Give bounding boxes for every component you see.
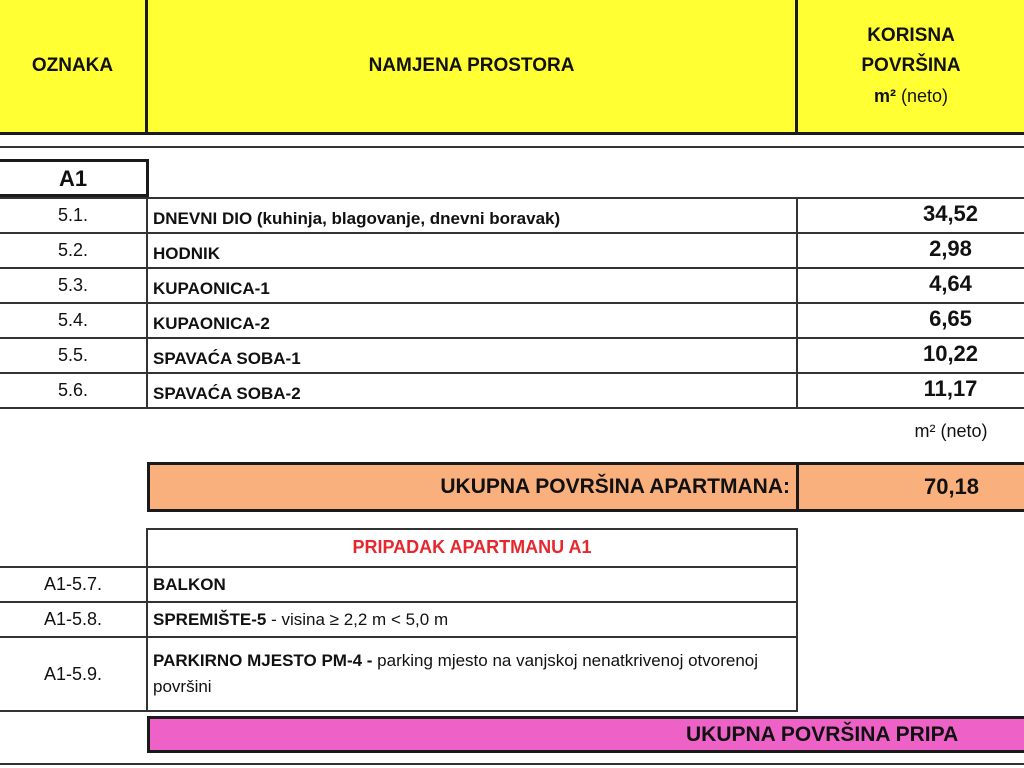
room-name: DNEVNI DIO (kuhinja, blagovanje, dnevni boravak) [153,208,561,228]
header-area-unit-symbol: m² [873,86,896,106]
room-area: 4,64 [929,270,972,296]
room-area: 11,17 [923,375,978,401]
header-area-unit-suffix: (neto) [900,86,949,106]
appurtenance-item [148,568,801,601]
unit-note: m² (neto) [914,420,988,441]
header-area [798,0,1024,132]
room-name: KUPAONICA-2 [153,313,270,333]
appurtenance-name: SPREMIŠTE-5 [153,609,267,629]
room-code: 5.6. [57,380,89,400]
header-purpose: NAMJENA PROSTORA [368,55,575,76]
room-name: SPAVAĆA SOBA-2 [153,383,301,403]
appurtenance-code: A1-5.8. [43,609,103,629]
room-name: KUPAONICA-1 [153,278,270,298]
room-name: SPAVAĆA SOBA-1 [153,348,301,368]
apartment-label: A1 [58,166,88,191]
header-area-line2: POVRŠINA [861,55,961,76]
appurtenance-code: A1-5.9. [43,663,103,684]
room-code: 5.2. [57,240,89,260]
room-area: 6,65 [929,305,972,331]
room-code: 5.1. [57,205,89,225]
appurtenance-name: BALKON [153,574,226,594]
header-code: OZNAKA [31,55,114,76]
apartment-total-value: 70,18 [923,474,980,499]
appurtenance-total-label: UKUPNA POVRŠINA PRIPA [686,722,959,746]
room-area: 10,22 [922,340,979,366]
room-code: 5.5. [57,345,89,365]
appurtenance-desc: parking mjesto na vanjskoj nenatkrivenoj otvorenoj površini [153,651,758,696]
header-area-line1: KORISNA [867,25,955,46]
room-code: 5.3. [57,275,89,295]
appurtenance-code: A1-5.7. [43,574,103,594]
appurtenance-item [148,648,788,708]
room-code: 5.4. [57,310,89,330]
appurtenance-title: PRIPADAK APARTMANU A1 [352,537,592,557]
room-name: HODNIK [153,243,221,263]
apartment-total-label: UKUPNA POVRŠINA APARTMANA: [440,475,790,498]
row-line [0,710,798,712]
appurtenance-name: PARKIRNO MJESTO PM-4 - [153,651,373,670]
appurtenance-item [148,603,801,636]
bottom-line [0,763,1024,765]
appurtenance-desc: - visina ≥ 2,2 m < 5,0 m [266,609,449,629]
room-area: 2,98 [929,235,972,261]
room-area: 34,52 [922,200,979,226]
header-separator [0,146,1024,148]
header-area-unit [874,81,948,111]
